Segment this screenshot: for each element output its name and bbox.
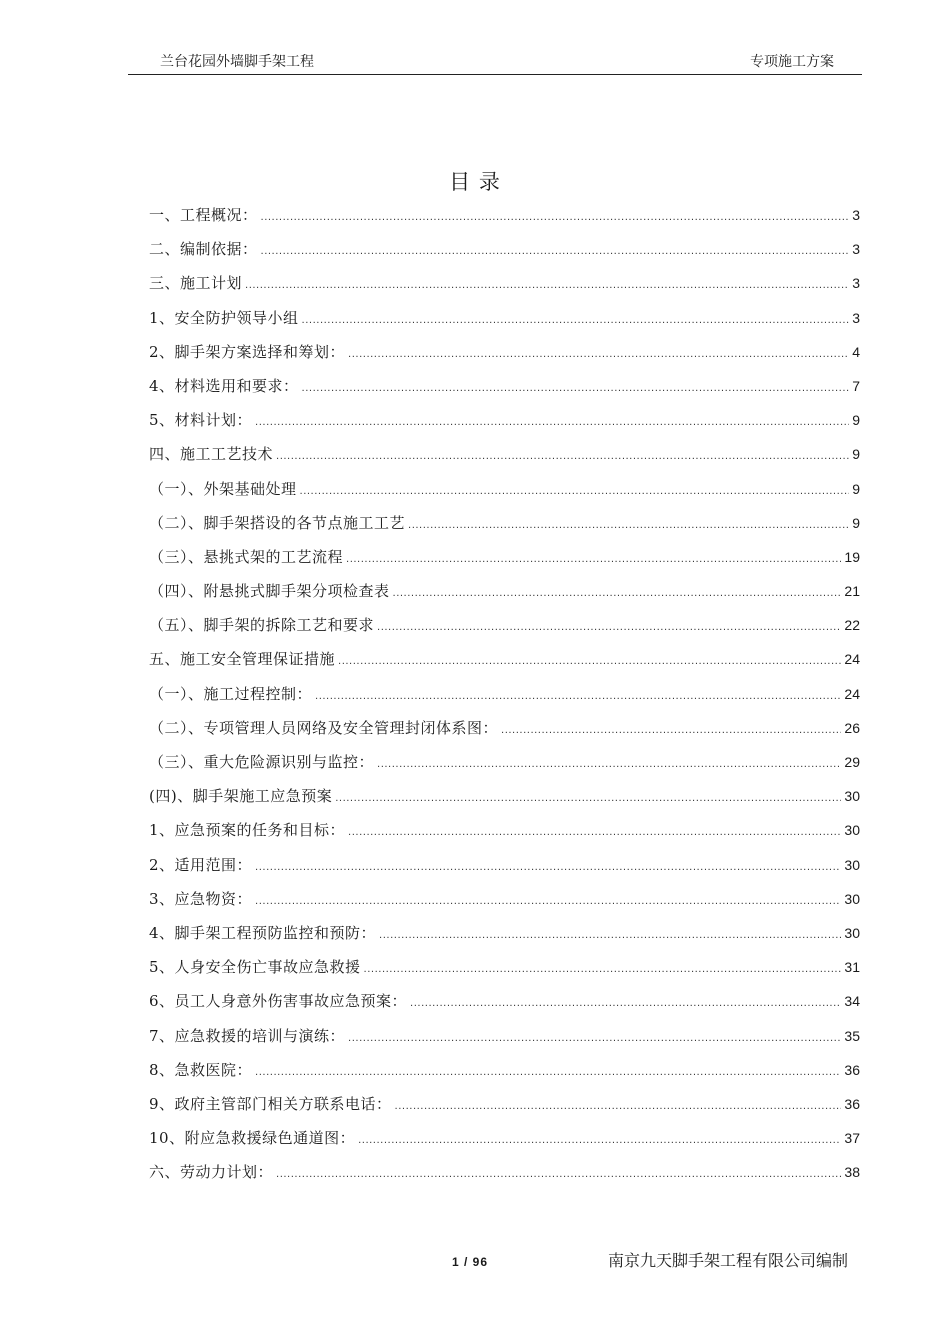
toc-entry-page: 30	[844, 822, 860, 839]
toc-entry[interactable]	[149, 813, 860, 847]
toc-entry[interactable]	[149, 472, 860, 506]
toc-entry-page: 24	[844, 651, 860, 668]
toc-leader-dots	[245, 269, 849, 303]
toc-entry[interactable]	[149, 882, 860, 916]
toc-entry[interactable]	[149, 1121, 860, 1155]
toc-entry-page: 36	[844, 1061, 860, 1078]
toc-entry-label: 9、政府主管部门相关方联系电话：	[149, 1094, 392, 1113]
toc-entry-label: （二）、专项管理人员网络及安全管理封闭体系图：	[149, 718, 499, 737]
toc-entry[interactable]	[149, 266, 860, 300]
toc-entry-label: （一）、施工过程控制：	[149, 684, 313, 703]
toc-leader-dots	[348, 1022, 841, 1056]
toc-entry-page: 34	[844, 993, 860, 1010]
toc-entry-page: 29	[844, 754, 860, 770]
toc-entry[interactable]	[149, 950, 860, 984]
toc-leader-dots	[377, 748, 841, 782]
toc-leader-dots	[276, 440, 849, 474]
toc-leader-dots	[261, 235, 850, 269]
toc-entry-label: 六、劳动力计划：	[149, 1163, 274, 1182]
toc-entry[interactable]	[149, 403, 860, 437]
toc-entry-label: （三）、重大危险源识别与监控：	[149, 753, 375, 771]
toc-leader-dots	[410, 987, 841, 1021]
toc-entry[interactable]	[149, 232, 860, 266]
toc-entry[interactable]	[149, 1155, 860, 1189]
toc-leader-dots	[346, 543, 841, 577]
toc-entry-page: 9	[852, 412, 860, 429]
toc-entry[interactable]	[149, 1053, 860, 1087]
toc-leader-dots	[302, 304, 850, 338]
toc-entry-page: 22	[844, 617, 860, 634]
toc-entry-page: 31	[844, 959, 860, 976]
toc-entry-page: 26	[844, 719, 860, 736]
toc-entry[interactable]	[149, 574, 860, 608]
toc-leader-dots	[276, 1158, 841, 1192]
toc-entry[interactable]	[149, 437, 860, 471]
toc-leader-dots	[408, 509, 849, 543]
toc-leader-dots	[379, 919, 841, 953]
header-project-title: 兰台花园外墙脚手架工程	[160, 54, 314, 70]
toc-entry[interactable]	[149, 984, 860, 1018]
toc-entry-page: 30	[844, 924, 860, 941]
toc-leader-dots	[300, 475, 850, 509]
toc-leader-dots	[358, 1124, 841, 1158]
toc-leader-dots	[377, 611, 841, 645]
toc-entry-label: 6、员工人身意外伤害事故应急预案：	[149, 992, 408, 1011]
toc-entry-page: 7	[852, 377, 860, 394]
toc-entry[interactable]	[149, 540, 860, 574]
toc-entry[interactable]	[149, 198, 860, 232]
toc-entry-page: 9	[852, 446, 860, 463]
page-header	[128, 50, 862, 75]
toc-leader-dots	[261, 201, 850, 235]
toc-entry-label: 一、工程概况：	[149, 206, 258, 224]
toc-entry-page: 35	[844, 1027, 860, 1044]
toc-entry[interactable]	[149, 506, 860, 540]
toc-entry-page: 38	[844, 1164, 860, 1181]
toc-entry-label: 1、安全防护领导小组	[149, 308, 299, 327]
toc-entry[interactable]	[149, 608, 860, 642]
toc-title: 目 录	[449, 170, 501, 194]
toc-leader-dots	[335, 782, 841, 816]
toc-entry-page: 30	[844, 890, 860, 907]
toc-entry-label: 5、人身安全伤亡事故应急救援	[149, 958, 361, 977]
toc-entry[interactable]	[149, 642, 860, 676]
toc-entry-label: 三、施工计划	[149, 274, 243, 293]
toc-leader-dots	[255, 885, 841, 919]
toc-entry-label: (四)、脚手架施工应急预案	[149, 787, 333, 806]
toc-entry-label: 二、编制依据：	[149, 240, 258, 259]
toc-leader-dots	[348, 816, 841, 850]
toc-entry-page: 9	[852, 480, 860, 497]
toc-leader-dots	[393, 577, 842, 611]
toc-entry-page: 4	[852, 343, 860, 360]
toc-entry[interactable]	[149, 335, 860, 369]
toc-entry-label: 1、应急预案的任务和目标：	[149, 821, 346, 840]
toc-entry[interactable]	[149, 711, 860, 745]
toc-entry-label: 四、施工工艺技术	[149, 445, 274, 464]
toc-entry-label: 10、附应急救援绿色通道图：	[149, 1129, 356, 1148]
header-document-type: 专项施工方案	[750, 54, 834, 70]
toc-entry-page: 37	[844, 1130, 860, 1147]
toc-leader-dots	[395, 1090, 842, 1124]
toc-entry-label: （三）、悬挑式架的工艺流程	[149, 547, 344, 566]
toc-leader-dots	[364, 953, 842, 987]
toc-entry-label: 7、应急救援的培训与演练：	[149, 1026, 346, 1045]
toc-leader-dots	[302, 372, 850, 406]
toc-entry-page: 19	[844, 548, 860, 565]
toc-leader-dots	[255, 1056, 841, 1090]
toc-entry-page: 30	[844, 856, 860, 873]
toc-entry-page: 3	[852, 207, 860, 223]
toc-leader-dots	[338, 645, 841, 679]
toc-leader-dots	[255, 851, 841, 885]
toc-entry-label: （五）、脚手架的拆除工艺和要求	[149, 616, 375, 635]
toc-entry[interactable]	[149, 779, 860, 813]
toc-entry-label: 2、适用范围：	[149, 855, 253, 874]
toc-entry-label: 4、脚手架工程预防监控和预防：	[149, 923, 377, 942]
toc-entry-label: 4、材料选用和要求：	[149, 376, 299, 395]
toc-entry-page: 3	[852, 275, 860, 292]
toc-entry-page: 3	[852, 241, 860, 258]
toc-entry[interactable]	[149, 1087, 860, 1121]
toc-entry-page: 24	[844, 685, 860, 702]
toc-entry-label: 5、材料计划：	[149, 411, 253, 430]
toc-entry[interactable]	[149, 677, 860, 711]
table-of-contents	[149, 198, 860, 1189]
footer-company: 南京九天脚手架工程有限公司编制	[607, 1251, 848, 1270]
toc-entry[interactable]	[149, 1019, 860, 1053]
toc-entry-label: 8、急救医院：	[149, 1060, 253, 1079]
toc-entry-label: （二）、脚手架搭设的各节点施工工艺	[149, 513, 406, 532]
toc-entry-label: （一）、外架基础处理	[149, 479, 297, 498]
toc-entry[interactable]	[149, 916, 860, 950]
toc-leader-dots	[255, 406, 849, 440]
toc-entry-page: 21	[844, 583, 860, 600]
toc-entry[interactable]	[149, 848, 860, 882]
toc-leader-dots	[348, 338, 849, 372]
toc-entry[interactable]	[149, 369, 860, 403]
toc-entry-page: 36	[844, 1095, 860, 1112]
page-number: 1 / 96	[452, 1255, 489, 1269]
toc-entry[interactable]	[149, 745, 860, 779]
toc-entry-label: （四）、附悬挑式脚手架分项检查表	[149, 582, 390, 601]
toc-leader-dots	[501, 714, 841, 748]
toc-leader-dots	[315, 680, 841, 714]
toc-entry-label: 五、施工安全管理保证措施	[149, 650, 336, 669]
toc-entry[interactable]	[149, 301, 860, 335]
toc-entry-page: 30	[844, 788, 860, 805]
toc-entry-label: 2、脚手架方案选择和筹划：	[149, 342, 346, 361]
toc-entry-label: 3、应急物资：	[149, 889, 253, 908]
toc-entry-page: 9	[852, 514, 860, 531]
toc-entry-page: 3	[852, 309, 860, 326]
